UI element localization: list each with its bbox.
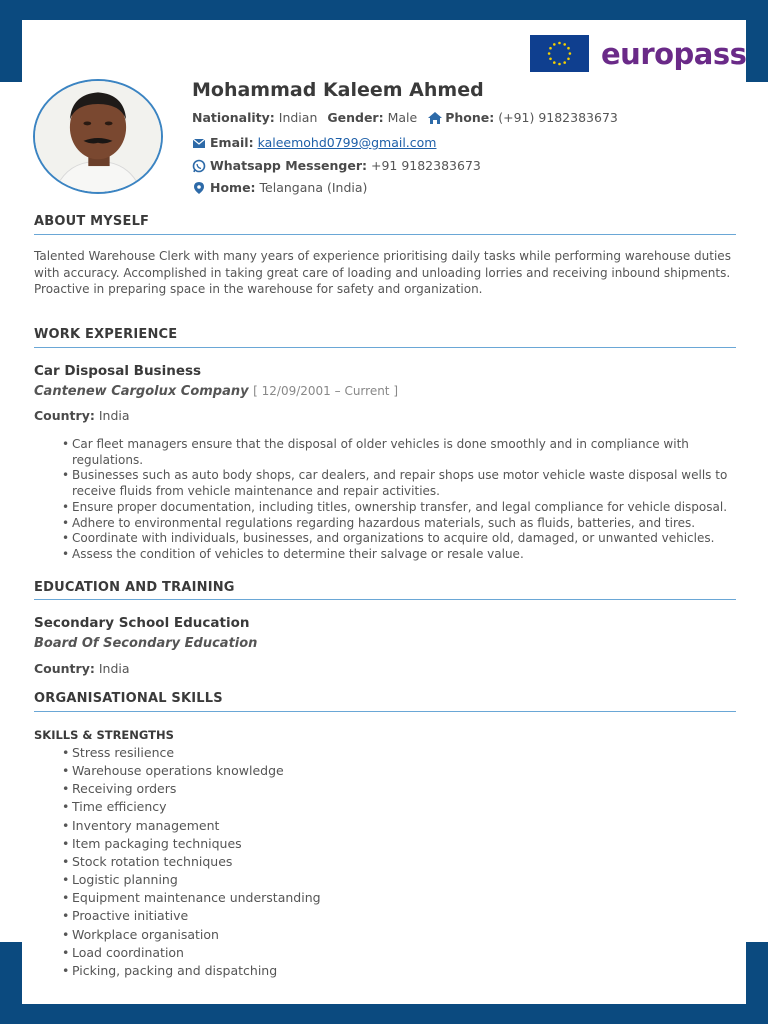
- section-divider: [34, 234, 736, 235]
- work-section-title: WORK EXPERIENCE: [34, 327, 178, 342]
- frame-bottom-border: [0, 1004, 768, 1024]
- list-item: • Car fleet managers ensure that the disposal of older vehicles is done smoothly and in compliance with regulations.: [62, 437, 734, 468]
- nationality-label: Nationality:: [192, 110, 275, 125]
- whatsapp-value: +91 9182383673: [370, 158, 481, 173]
- list-item: • Item packaging techniques: [62, 835, 321, 853]
- frame-corner-top-left: [0, 0, 22, 82]
- whatsapp-icon: [192, 159, 206, 173]
- list-item: • Adhere to environmental regulations regarding hazardous materials, such as fluids, batteries, and tires.: [62, 516, 734, 532]
- nationality-value: Indian: [278, 110, 318, 125]
- skills-list: [62, 744, 321, 980]
- list-item: • Ensure proper documentation, including titles, ownership transfer, and legal compliance for vehicle disposal.: [62, 500, 734, 516]
- education-country-value: India: [98, 661, 130, 676]
- list-item: • Equipment maintenance understanding: [62, 889, 321, 907]
- list-item: • Picking, packing and dispatching: [62, 962, 321, 980]
- email-link[interactable]: kaleemohd0799@gmail.com: [257, 135, 437, 150]
- job-title: Car Disposal Business: [34, 363, 202, 379]
- list-item: • Workplace organisation: [62, 926, 321, 944]
- email-label: Email:: [210, 135, 254, 150]
- list-item: • Load coordination: [62, 944, 321, 962]
- list-item: • Stress resilience: [62, 744, 321, 762]
- profile-photo: [33, 79, 163, 194]
- home-line: [192, 180, 367, 195]
- degree-title: Secondary School Education: [34, 615, 250, 631]
- home-phone-icon: [427, 111, 441, 125]
- home-value: Telangana (India): [259, 180, 368, 195]
- eu-flag-icon: [530, 35, 589, 72]
- candidate-name: Mohammad Kaleem Ahmed: [192, 79, 484, 101]
- list-item: • Time efficiency: [62, 798, 321, 816]
- list-item: • Coordinate with individuals, businesses, and organizations to acquire old, damaged, or unwanted vehicles.: [62, 531, 734, 547]
- list-item: • Proactive initiative: [62, 907, 321, 925]
- list-item: • Receiving orders: [62, 780, 321, 798]
- home-label: Home:: [210, 180, 256, 195]
- phone-value: (+91) 9182383673: [498, 110, 618, 125]
- education-section-title: EDUCATION AND TRAINING: [34, 580, 235, 595]
- list-item: • Assess the condition of vehicles to determine their salvage or resale value.: [62, 547, 734, 563]
- whatsapp-label: Whatsapp Messenger:: [210, 158, 367, 173]
- work-country: [34, 408, 130, 423]
- frame-top-border: [0, 0, 768, 20]
- skills-section-title: ORGANISATIONAL SKILLS: [34, 691, 223, 706]
- work-country-label: Country:: [34, 408, 95, 423]
- location-pin-icon: [192, 181, 206, 195]
- whatsapp-line: [192, 158, 481, 173]
- work-duties-list: [62, 437, 734, 563]
- work-country-value: India: [98, 408, 130, 423]
- skills-subtitle: SKILLS & STRENGTHS: [34, 728, 174, 742]
- company-name: Cantenew Cargolux Company: [34, 384, 249, 399]
- job-dates: [ 12/09/2001 – Current ]: [253, 384, 399, 398]
- gender-value: Male: [387, 110, 418, 125]
- list-item: • Stock rotation techniques: [62, 853, 321, 871]
- education-country-label: Country:: [34, 661, 95, 676]
- personal-info-line: [192, 110, 618, 125]
- phone-label: Phone:: [445, 110, 495, 125]
- europass-logo: [530, 35, 746, 72]
- about-section-title: ABOUT MYSELF: [34, 214, 150, 229]
- gender-label: Gender:: [327, 110, 384, 125]
- institution-name: Board Of Secondary Education: [34, 636, 258, 651]
- email-line: [192, 135, 436, 150]
- section-divider: [34, 599, 736, 600]
- section-divider: [34, 347, 736, 348]
- about-text: Talented Warehouse Clerk with many years of experience prioritising daily tasks while performing warehouse duties with accuracy. Accomplished in taking great care of loading and unloading lorries and receiving inbound shipments. Proactive in preparing space in the warehouse for safety and organization.: [34, 249, 731, 296]
- list-item: • Warehouse operations knowledge: [62, 762, 321, 780]
- list-item: • Businesses such as auto body shops, car dealers, and repair shops use motor vehicle waste disposal wells to receive fluids from vehicle maintenance and repair activities.: [62, 468, 734, 499]
- education-country: [34, 661, 130, 676]
- company-line: [34, 384, 398, 399]
- list-item: • Inventory management: [62, 817, 321, 835]
- frame-corner-bottom-right: [746, 942, 768, 1024]
- frame-corner-bottom-left: [0, 942, 22, 1024]
- europass-wordmark: europass: [601, 36, 747, 71]
- list-item: • Logistic planning: [62, 871, 321, 889]
- frame-corner-top-right: [746, 0, 768, 82]
- section-divider: [34, 711, 736, 712]
- envelope-icon: [192, 136, 206, 150]
